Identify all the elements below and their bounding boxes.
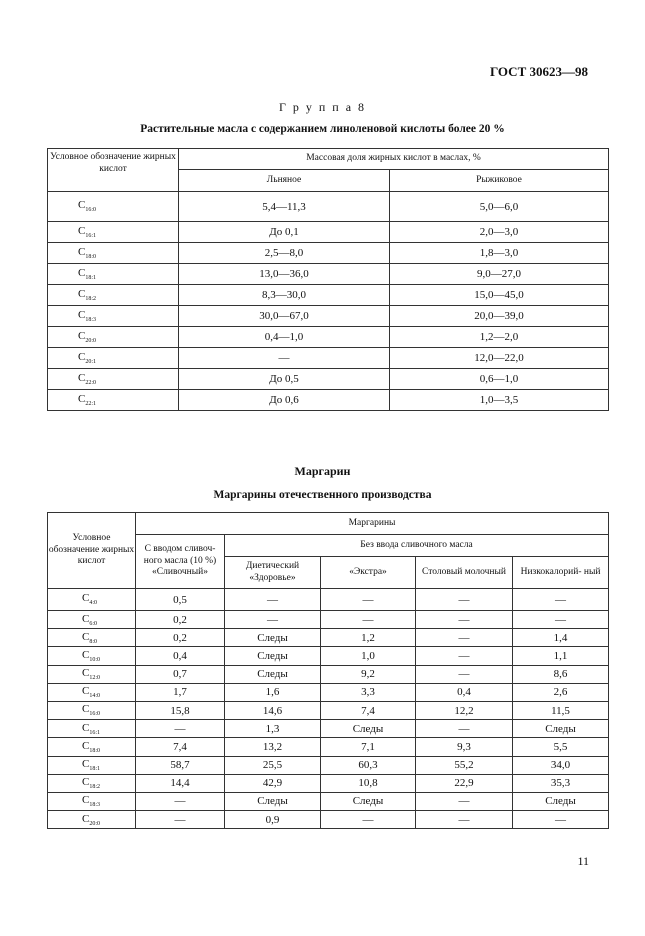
fatty-acid-label: [48, 774, 136, 792]
fatty-acid-index: 12:0: [89, 675, 101, 682]
table-row: [48, 811, 609, 829]
table-cell: 7,1: [321, 738, 416, 756]
fatty-acid-label: [48, 629, 136, 647]
col-header-flax: Льняное: [179, 170, 390, 192]
fatty-acid-symbol: C: [82, 812, 90, 825]
fatty-acid-index: 16:1: [85, 233, 97, 240]
table-row: [48, 589, 609, 611]
fatty-acid-index: 6:0: [89, 620, 98, 627]
table-cell: —: [416, 720, 513, 738]
table-cell: 0,4: [136, 647, 225, 665]
table-cell: 2,0—3,0: [390, 222, 609, 243]
table-cell: Следы: [513, 792, 609, 810]
fatty-acid-symbol: C: [78, 350, 86, 363]
table-row: [48, 243, 609, 264]
fatty-acid-symbol: C: [78, 287, 86, 300]
table-row: [48, 720, 609, 738]
table-row: [48, 756, 609, 774]
table-cell: 0,2: [136, 629, 225, 647]
fatty-acid-symbol: C: [82, 667, 90, 680]
table-cell: 7,4: [136, 738, 225, 756]
table-row: [48, 306, 609, 327]
table-cell: 1,2: [321, 629, 416, 647]
table-cell: 1,6: [225, 683, 321, 701]
fatty-acid-symbol: C: [78, 245, 86, 258]
fatty-acid-index: 18:3: [89, 802, 101, 809]
table-row: [48, 390, 609, 411]
fatty-acid-index: 4:0: [89, 600, 98, 607]
fatty-acid-index: 16:0: [89, 711, 101, 718]
fatty-acid-symbol: C: [82, 739, 90, 752]
table2-title: Маргарины отечественного производства: [213, 489, 432, 501]
fatty-acid-index: 18:1: [85, 275, 97, 282]
table-row: [48, 647, 609, 665]
table-row: [48, 611, 609, 629]
table-cell: —: [225, 589, 321, 611]
fatty-acid-symbol: C: [82, 648, 90, 661]
fatty-acid-label: [48, 811, 136, 829]
fatty-acid-label: [48, 222, 179, 243]
table-cell: 2,6: [513, 683, 609, 701]
fatty-acid-label: [48, 792, 136, 810]
table-cell: 3,3: [321, 683, 416, 701]
fatty-acid-label: [48, 192, 179, 222]
table-cell: 25,5: [225, 756, 321, 774]
table-cell: —: [136, 792, 225, 810]
fatty-acid-index: 18:0: [89, 748, 101, 754]
table-cell: 5,4—11,3: [179, 192, 390, 222]
table-cell: Следы: [513, 720, 609, 738]
fatty-acid-index: 16:0: [85, 207, 97, 214]
fatty-acid-label: [48, 369, 179, 390]
linolenic-oils-table: [47, 148, 609, 411]
fatty-acid-index: 18:3: [85, 317, 97, 324]
fatty-acid-label: [48, 390, 179, 411]
table-cell: 35,3: [513, 774, 609, 792]
col-header-fatty-acids: Условное обозначение жирных кислот: [48, 513, 136, 589]
table-cell: —: [513, 611, 609, 629]
table-cell: 0,4: [416, 683, 513, 701]
fatty-acid-symbol: C: [82, 721, 90, 734]
fatty-acid-symbol: C: [82, 758, 90, 770]
col-header-dietary: Диетический «Здоровье»: [225, 557, 321, 589]
group-heading: Г р у п п а 8: [278, 100, 367, 114]
fatty-acid-symbol: C: [78, 329, 86, 342]
table-cell: 9,3: [416, 738, 513, 756]
fatty-acid-label: [48, 756, 136, 774]
table-cell: —: [416, 811, 513, 829]
fatty-acid-symbol: C: [82, 776, 90, 789]
table-cell: 15,8: [136, 701, 225, 719]
table-cell: 15,0—45,0: [390, 285, 609, 306]
table-cell: Следы: [225, 665, 321, 683]
fatty-acid-symbol: C: [82, 703, 90, 716]
table-cell: 14,6: [225, 701, 321, 719]
table-row: [48, 285, 609, 306]
fatty-acid-symbol: C: [82, 592, 90, 605]
fatty-acid-index: 18:0: [85, 254, 97, 261]
table-cell: 55,2: [416, 756, 513, 774]
table-cell: —: [513, 589, 609, 611]
table-cell: 1,2—2,0: [390, 327, 609, 348]
fatty-acid-label: [48, 720, 136, 738]
fatty-acid-symbol: C: [82, 685, 90, 698]
table-cell: 2,5—8,0: [179, 243, 390, 264]
table-cell: 12,2: [416, 701, 513, 719]
fatty-acid-index: 8:0: [89, 638, 98, 645]
margarine-heading: Маргарин: [294, 464, 351, 478]
table-cell: 0,4—1,0: [179, 327, 390, 348]
table-cell: Следы: [321, 792, 416, 810]
fatty-acid-index: 22:1: [85, 401, 97, 408]
table-cell: 13,2: [225, 738, 321, 756]
fatty-acid-label: [48, 611, 136, 629]
group-header-without-butter: Без ввода сливочного масла: [225, 535, 609, 557]
table-cell: 0,2: [136, 611, 225, 629]
group-header-margarines: Маргарины: [136, 513, 609, 535]
table-row: [48, 327, 609, 348]
table-row: [48, 222, 609, 243]
table-cell: —: [416, 647, 513, 665]
fatty-acid-index: 20:0: [89, 820, 101, 827]
fatty-acid-label: [48, 327, 179, 348]
fatty-acid-label: [48, 701, 136, 719]
table-cell: —: [136, 720, 225, 738]
col-header-table-milk: Столовый молочный: [416, 557, 513, 589]
fatty-acid-index: 20:0: [85, 338, 97, 345]
table-cell: 7,4: [321, 701, 416, 719]
fatty-acid-symbol: C: [82, 630, 90, 643]
fatty-acid-label: [48, 647, 136, 665]
table-cell: Следы: [321, 720, 416, 738]
table-cell: До 0,6: [179, 390, 390, 411]
fatty-acid-index: 10:0: [89, 657, 101, 664]
table-cell: 0,6—1,0: [390, 369, 609, 390]
table-cell: 1,1: [513, 647, 609, 665]
table-cell: 5,5: [513, 738, 609, 756]
fatty-acid-index: 18:2: [85, 296, 97, 303]
table-cell: 11,5: [513, 701, 609, 719]
fatty-acid-index: 14:0: [89, 693, 101, 700]
fatty-acid-symbol: C: [78, 199, 86, 212]
table-cell: 1,7: [136, 683, 225, 701]
table-row: [48, 683, 609, 701]
table-row: [48, 665, 609, 683]
table-cell: 1,4: [513, 629, 609, 647]
fatty-acid-index: 22:0: [85, 380, 97, 387]
fatty-acid-label: [48, 589, 136, 611]
fatty-acid-index: 20:1: [85, 359, 97, 366]
table-cell: 8,6: [513, 665, 609, 683]
table-cell: До 0,5: [179, 369, 390, 390]
table-cell: —: [416, 792, 513, 810]
table-cell: —: [225, 611, 321, 629]
table-row: [48, 792, 609, 810]
table-cell: —: [416, 589, 513, 611]
fatty-acid-symbol: C: [82, 612, 90, 625]
fatty-acid-label: [48, 264, 179, 285]
fatty-acid-label: [48, 683, 136, 701]
fatty-acid-label: [48, 665, 136, 683]
table-cell: —: [179, 348, 390, 369]
table-row: [48, 264, 609, 285]
fatty-acid-symbol: C: [82, 794, 90, 807]
col-header-camelina: Рыжиковое: [390, 170, 609, 192]
page-number: 11: [577, 854, 589, 868]
table-cell: 34,0: [513, 756, 609, 774]
table-row: [48, 348, 609, 369]
fatty-acid-symbol: C: [78, 308, 86, 321]
fatty-acid-symbol: C: [78, 371, 86, 384]
table-row: [48, 629, 609, 647]
fatty-acid-symbol: C: [78, 266, 86, 279]
table-cell: 22,9: [416, 774, 513, 792]
table-row: [48, 192, 609, 222]
fatty-acid-index: 16:1: [89, 729, 101, 736]
table-cell: —: [513, 811, 609, 829]
table-cell: —: [321, 811, 416, 829]
table-row: [48, 774, 609, 792]
col-header-low-calorie: Низкокалорий- ный: [513, 557, 609, 589]
table-cell: Следы: [225, 647, 321, 665]
fatty-acid-label: [48, 738, 136, 756]
standard-number: ГОСТ 30623—98: [489, 64, 588, 79]
col-header-extra: «Экстра»: [321, 557, 416, 589]
col-header-fatty-acids: Условное обозначение жирных кислот: [48, 149, 179, 192]
table-cell: 42,9: [225, 774, 321, 792]
table-cell: 1,8—3,0: [390, 243, 609, 264]
table-cell: 1,3: [225, 720, 321, 738]
table-cell: 58,7: [136, 756, 225, 774]
table-cell: 12,0—22,0: [390, 348, 609, 369]
fatty-acid-index: 18:1: [89, 766, 101, 773]
table-cell: 13,0—36,0: [179, 264, 390, 285]
fatty-acid-label: [48, 285, 179, 306]
table-row: [48, 369, 609, 390]
fatty-acid-index: 18:2: [89, 784, 101, 791]
col-header-with-butter: С вводом сливоч- ного масла (10 %) «Сливочный»: [136, 535, 225, 589]
table-row: [48, 701, 609, 719]
table-cell: 20,0—39,0: [390, 306, 609, 327]
table-cell: —: [416, 629, 513, 647]
table-cell: 0,5: [136, 589, 225, 611]
table-cell: До 0,1: [179, 222, 390, 243]
fatty-acid-symbol: C: [78, 392, 86, 405]
table-cell: Следы: [225, 629, 321, 647]
table-cell: 9,0—27,0: [390, 264, 609, 285]
table-cell: Следы: [225, 792, 321, 810]
fatty-acid-label: [48, 348, 179, 369]
table-cell: 14,4: [136, 774, 225, 792]
table-cell: 10,8: [321, 774, 416, 792]
table-row: [48, 738, 609, 756]
table-cell: —: [321, 611, 416, 629]
table-cell: —: [321, 589, 416, 611]
table-cell: 5,0—6,0: [390, 192, 609, 222]
table-cell: 1,0: [321, 647, 416, 665]
table-cell: —: [416, 611, 513, 629]
group-header-mass-fraction: Массовая доля жирных кислот в маслах, %: [179, 149, 609, 170]
table-cell: 9,2: [321, 665, 416, 683]
table-cell: 30,0—67,0: [179, 306, 390, 327]
margarine-table: [47, 512, 609, 829]
fatty-acid-symbol: C: [78, 224, 86, 237]
table-cell: —: [416, 665, 513, 683]
table-cell: 0,9: [225, 811, 321, 829]
table-cell: —: [136, 811, 225, 829]
table1-title: Растительные масла с содержанием линоленовой кислоты более 20 %: [140, 123, 505, 135]
table-cell: 8,3—30,0: [179, 285, 390, 306]
fatty-acid-label: [48, 243, 179, 264]
fatty-acid-label: [48, 306, 179, 327]
table-cell: 1,0—3,5: [390, 390, 609, 411]
table-cell: 0,7: [136, 665, 225, 683]
table-cell: 60,3: [321, 756, 416, 774]
